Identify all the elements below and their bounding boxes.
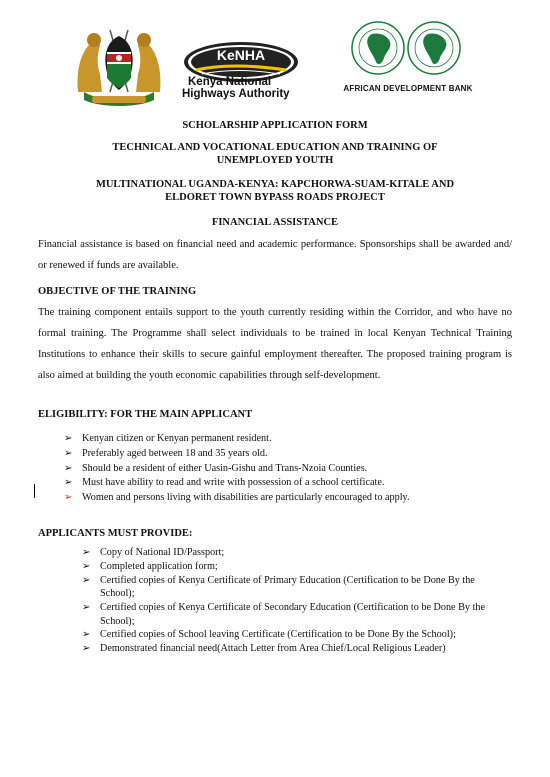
arrow-bullet-icon: ➢	[82, 629, 91, 641]
arrow-bullet-icon: ➢	[64, 477, 73, 489]
kenha-abbr-text: KeNHA	[216, 47, 266, 63]
list-item-text: Kenyan citizen or Kenyan permanent resident.	[82, 433, 272, 444]
financial-intro: Financial assistance is based on financial need and academic performance. Sponsorships shall be awarded and/ or renewed if funds are available.	[38, 239, 512, 271]
program-title: TECHNICAL AND VOCATIONAL EDUCATION AND TRAINING OF UNEMPLOYED YOUTH	[112, 142, 438, 166]
kenya-coat-of-arms-logo	[70, 22, 168, 110]
kenha-name-line2: Highways Authority	[182, 88, 290, 100]
list-item	[64, 432, 504, 447]
objective-text: The training component entails support to the youth currently residing within the Corridor, and who have no formal training. The Programme shall select individuals to be trained in local Kenyan Technical Training Institutions to enhance their skills to secure gainful employment thereafter. The proposed training program is also aimed at building the youth economic capabilities through self-development.	[38, 307, 512, 381]
list-item-text: Completed application form;	[100, 560, 218, 572]
list-item	[82, 574, 486, 601]
arrow-bullet-icon: ➢	[64, 433, 73, 444]
list-item-text: Should be a resident of either Uasin-Gishu and Trans-Nzoia Counties.	[82, 462, 368, 474]
arrow-bullet-icon: ➢	[82, 643, 91, 655]
list-item-text: Certified copies of Kenya Certificate of Primary Education (Certification to be Done By the School);	[100, 574, 475, 600]
objective-heading: OBJECTIVE OF THE TRAINING	[38, 286, 197, 297]
list-item-text: Preferably aged between 18 and 35 years old.	[82, 447, 268, 459]
list-item	[64, 447, 504, 462]
text-cursor	[34, 484, 35, 498]
list-item	[82, 642, 486, 655]
arrow-bullet-icon: ➢	[82, 547, 91, 558]
kenha-name-line1: Kenya National	[188, 76, 272, 88]
afdb-logo	[338, 18, 478, 110]
list-item-text: Copy of National ID/Passport;	[100, 547, 225, 558]
arrow-bullet-icon: ➢	[82, 574, 91, 586]
requirements-list	[82, 546, 486, 656]
list-item	[82, 628, 486, 641]
list-item-text: Women and persons living with disabilities are particularly encouraged to apply.	[82, 492, 410, 504]
list-item-text: Demonstrated financial need(Attach Letter from Area Chief/Local Religious Leader)	[100, 643, 446, 655]
arrow-bullet-icon: ➢	[64, 492, 73, 504]
list-item	[82, 601, 486, 628]
list-item-text: Must have ability to read and write with possession of a school certificate.	[82, 477, 385, 489]
list-item	[64, 476, 504, 491]
arrow-bullet-icon: ➢	[64, 462, 73, 474]
list-item-text: Certified copies of Kenya Certificate of Secondary Education (Certification to be Done By the School);	[100, 602, 486, 627]
afdb-name: AFRICAN DEVELOPMENT BANK	[343, 84, 473, 93]
list-item	[82, 560, 486, 573]
section-title: FINANCIAL ASSISTANCE	[211, 217, 339, 228]
kenha-name	[182, 76, 312, 100]
eligibility-list	[64, 432, 504, 506]
list-item	[64, 491, 504, 506]
list-item-text: Certified copies of School leaving Certificate (Certification to be Done By the School);	[100, 629, 456, 641]
eligibility-heading: ELIGIBILITY: FOR THE MAIN APPLICANT	[38, 409, 253, 420]
list-item	[82, 546, 486, 559]
arrow-bullet-icon: ➢	[82, 560, 91, 572]
arrow-bullet-icon: ➢	[82, 602, 91, 614]
list-item	[64, 462, 504, 477]
form-title: SCHOLARSHIP APPLICATION FORM	[182, 120, 368, 131]
logo-bar	[70, 18, 490, 110]
project-title: MULTINATIONAL UGANDA-KENYA: KAPCHORWA-SUAM-KITALE AND ELDORET TOWN BYPASS ROADS PROJECT	[95, 179, 455, 203]
requirements-heading: APPLICANTS MUST PROVIDE:	[38, 528, 193, 539]
arrow-bullet-icon: ➢	[64, 447, 73, 459]
